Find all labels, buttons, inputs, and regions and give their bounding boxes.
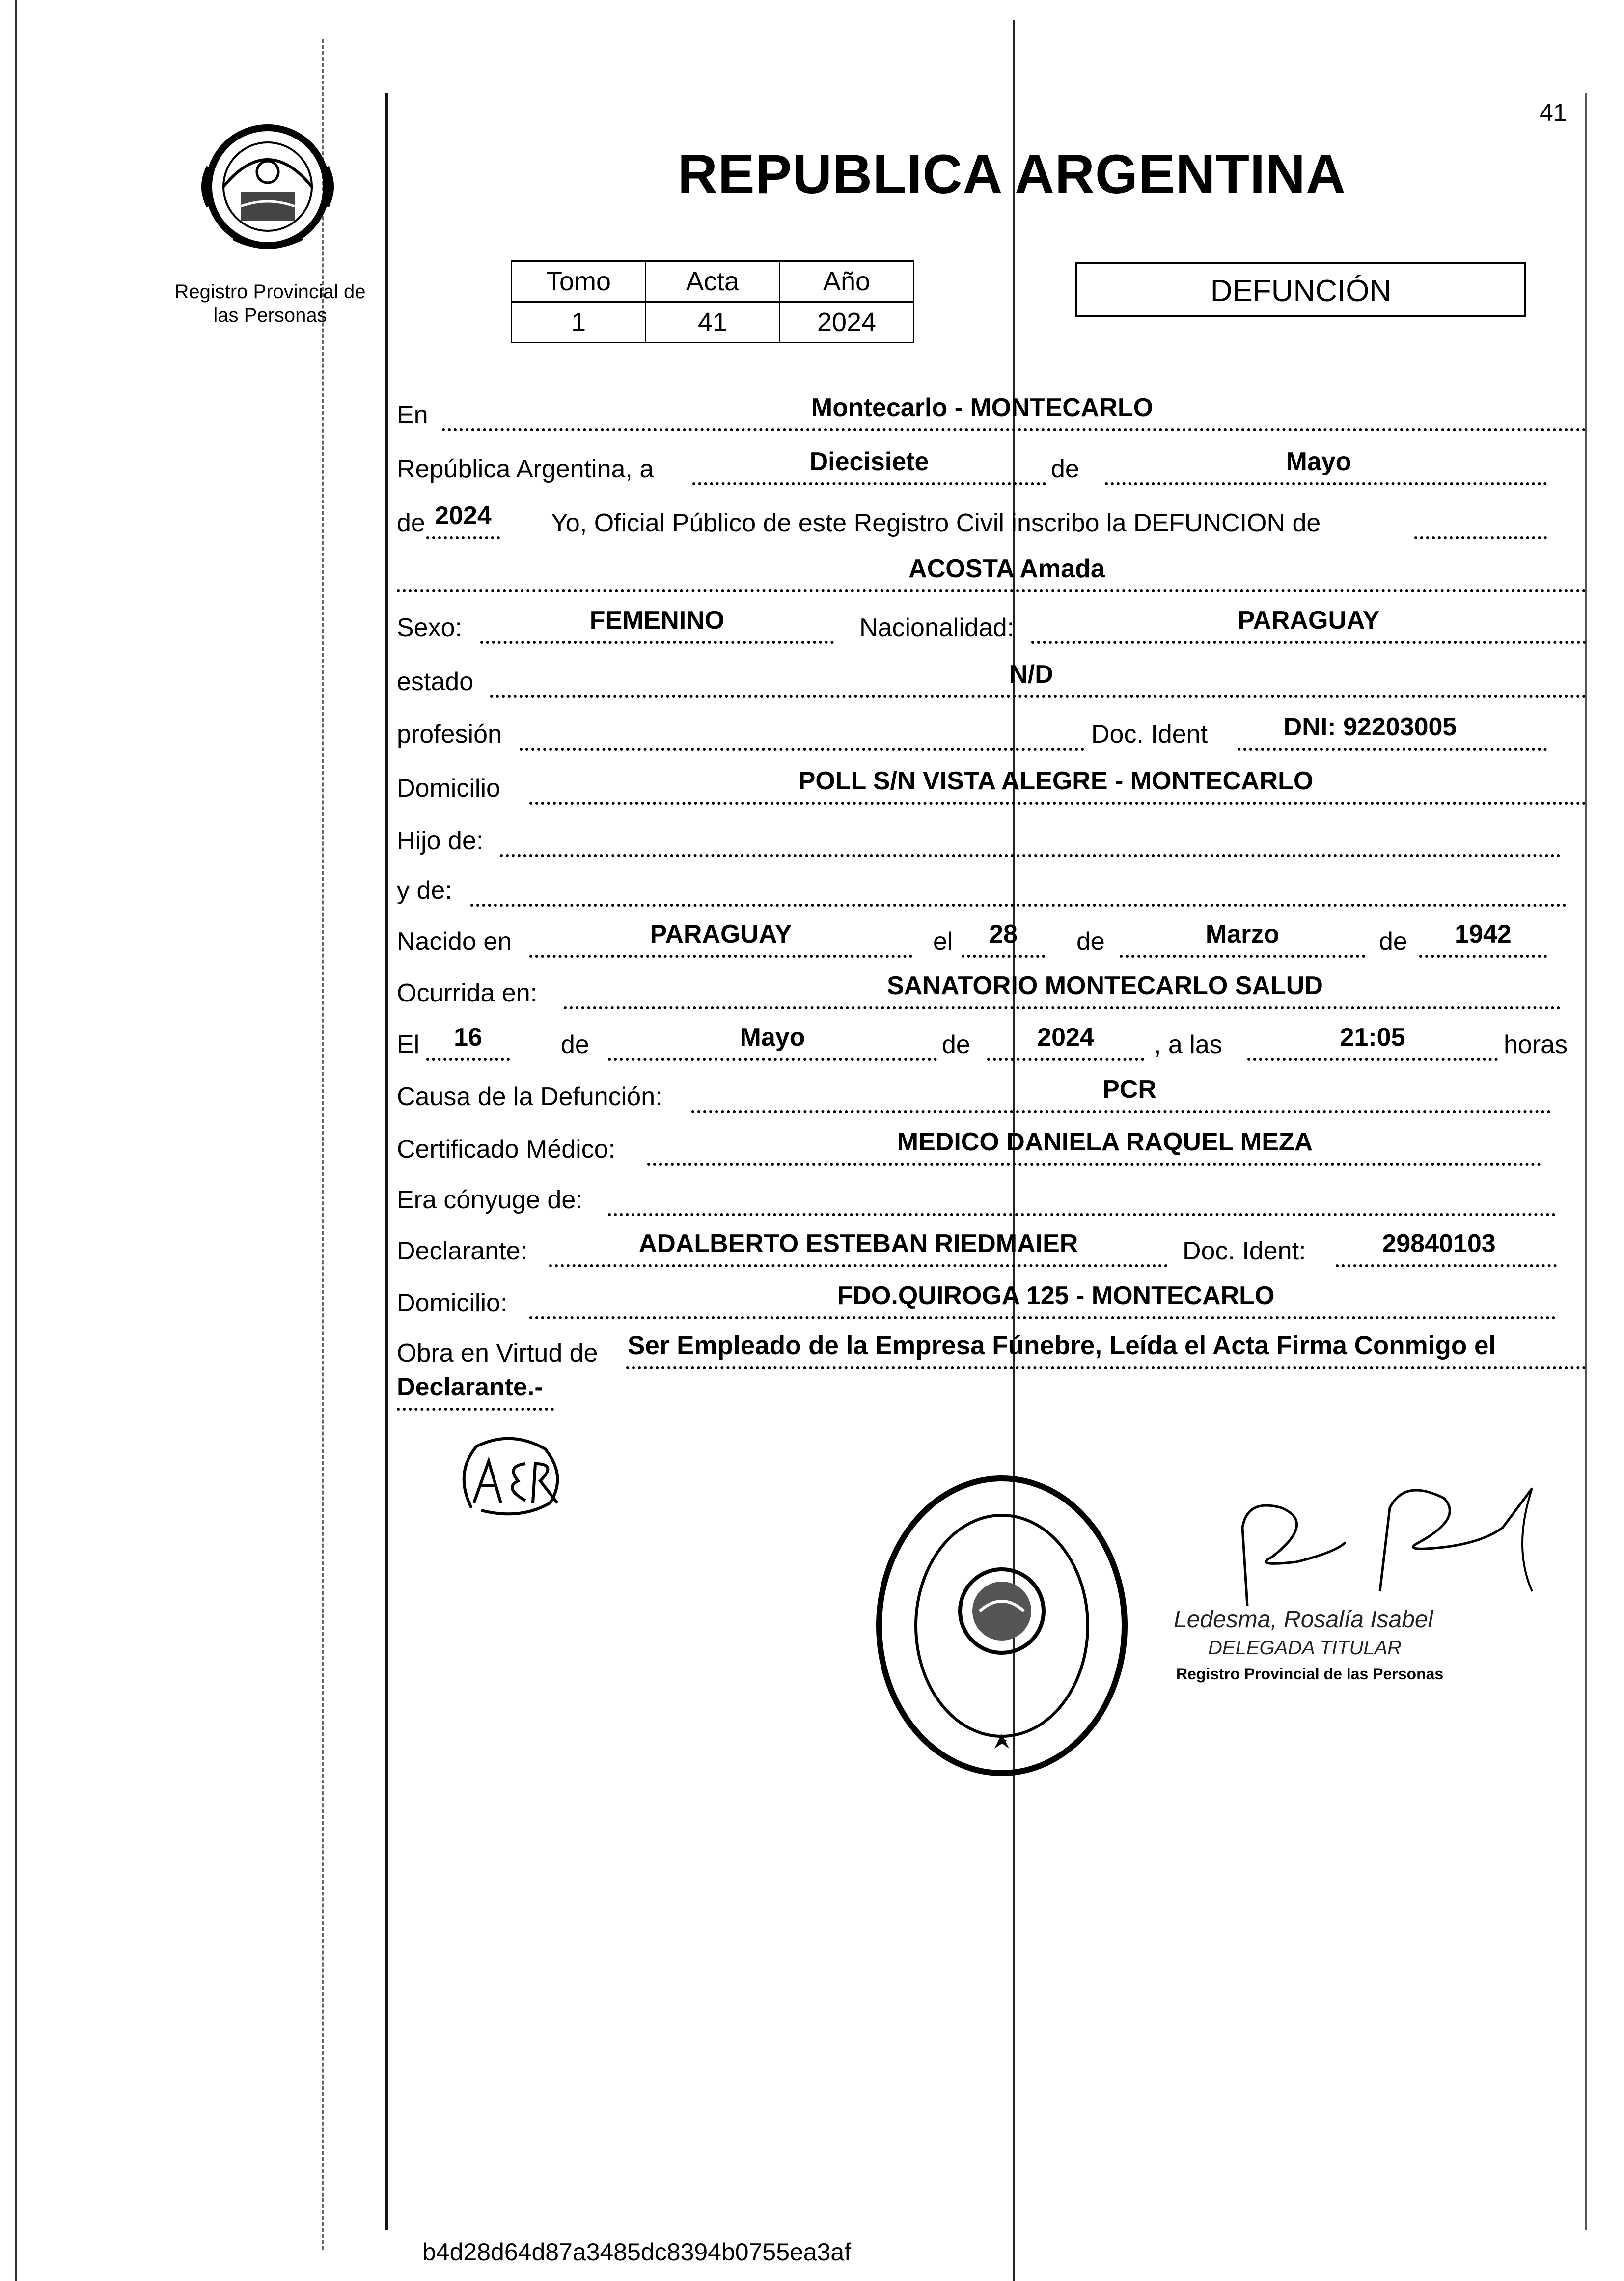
dots-estado bbox=[490, 695, 1586, 698]
dots-domicilio bbox=[529, 802, 1586, 805]
label-domicilio: Domicilio bbox=[397, 774, 500, 803]
label-ocurrida-en: Ocurrida en: bbox=[397, 979, 538, 1007]
dots-y-de bbox=[470, 904, 1567, 907]
label-obra: Obra en Virtud de bbox=[397, 1339, 598, 1367]
label-domicilio2: Domicilio: bbox=[397, 1289, 508, 1317]
value-def-anio: 2024 bbox=[1037, 1023, 1094, 1052]
official-registry: Registro Provincial de las Personas bbox=[1176, 1665, 1444, 1683]
acta-table bbox=[511, 260, 914, 343]
value-nac-mes: Marzo bbox=[1205, 920, 1280, 948]
value-obra-1: Ser Empleado de la Empresa Fúnebre, Leída el Acta Firma Conmigo el bbox=[628, 1331, 1496, 1360]
official-name: Ledesma, Rosalía Isabel bbox=[1174, 1607, 1433, 1633]
dots-doc-ident bbox=[1238, 748, 1547, 751]
value-mes: Mayo bbox=[1286, 447, 1351, 476]
label-hijo-de: Hijo de: bbox=[397, 827, 484, 855]
dots-lugar bbox=[442, 428, 1586, 431]
page-title: REPUBLICA ARGENTINA bbox=[678, 143, 1346, 205]
value-sexo: FEMENINO bbox=[589, 606, 725, 635]
label-el-cap: El bbox=[397, 1030, 420, 1059]
tomo-value: 1 bbox=[512, 302, 646, 343]
declarant-initials bbox=[452, 1434, 570, 1518]
dots-nacionalidad bbox=[1031, 641, 1586, 644]
value-def-mes: Mayo bbox=[740, 1023, 805, 1052]
value-nac-dia: 28 bbox=[989, 920, 1018, 948]
label-de-def-anio: de bbox=[942, 1030, 970, 1059]
dots-def-anio bbox=[987, 1058, 1144, 1061]
dots-def-mes bbox=[608, 1058, 937, 1061]
value-certificado: MEDICO DANIELA RAQUEL MEZA bbox=[897, 1128, 1313, 1156]
label-profesion: profesión bbox=[397, 720, 502, 749]
inner-margin-line bbox=[385, 93, 388, 2230]
delegation-stamp bbox=[869, 1469, 1134, 1783]
label-conyuge: Era cónyuge de: bbox=[397, 1186, 583, 1214]
dots-def-hora bbox=[1247, 1058, 1498, 1061]
dots-obra-1 bbox=[626, 1366, 1586, 1369]
acta-value: 41 bbox=[646, 302, 780, 343]
value-lugar: Montecarlo - MONTECARLO bbox=[811, 393, 1154, 422]
dots-nac-dia bbox=[962, 955, 1045, 958]
label-a-las: , a las bbox=[1154, 1030, 1222, 1059]
label-doc-ident2: Doc. Ident: bbox=[1183, 1237, 1306, 1265]
label-causa: Causa de la Defunción: bbox=[397, 1083, 662, 1111]
dots-profesion bbox=[520, 748, 1084, 751]
label-el: el bbox=[933, 927, 953, 956]
label-estado: estado bbox=[397, 668, 474, 696]
value-declarante: ADALBERTO ESTEBAN RIEDMAIER bbox=[638, 1229, 1078, 1258]
value-declarante-domicilio: FDO.QUIROGA 125 - MONTECARLO bbox=[837, 1281, 1275, 1310]
value-nac-anio: 1942 bbox=[1455, 920, 1512, 948]
document-hash: b4d28d64d87a3485dc8394b0755ea3af bbox=[422, 2238, 852, 2266]
label-de-nac-anio: de bbox=[1379, 927, 1407, 956]
dots-ocurrida-en bbox=[564, 1006, 1561, 1009]
dots-conyuge bbox=[608, 1213, 1556, 1216]
dots-def-dia bbox=[426, 1058, 510, 1061]
dots-nombre bbox=[397, 589, 1586, 592]
value-doc-ident: DNI: 92203005 bbox=[1283, 713, 1457, 741]
label-sexo: Sexo: bbox=[397, 613, 462, 642]
label-de-nac-mes: de bbox=[1076, 927, 1105, 956]
dots-yo-end bbox=[1414, 536, 1547, 539]
label-de-anio: de bbox=[397, 509, 425, 537]
label-nacido-en: Nacido en bbox=[397, 927, 512, 956]
dots-obra-2 bbox=[397, 1408, 554, 1411]
dots-dia bbox=[692, 482, 1046, 485]
label-y-de: y de: bbox=[397, 876, 452, 905]
right-margin-line bbox=[1585, 93, 1587, 2230]
value-ocurrida-en: SANATORIO MONTECARLO SALUD bbox=[887, 972, 1323, 1000]
label-republica: República Argentina, a bbox=[397, 455, 654, 483]
label-de-def-mes: de bbox=[561, 1030, 589, 1059]
provincial-seal bbox=[194, 113, 341, 260]
dashed-guide bbox=[322, 39, 324, 2250]
value-causa: PCR bbox=[1102, 1075, 1156, 1104]
label-certificado: Certificado Médico: bbox=[397, 1135, 616, 1164]
dots-declarante bbox=[549, 1264, 1168, 1267]
anio-value: 2024 bbox=[780, 302, 914, 343]
label-declarante: Declarante: bbox=[397, 1237, 527, 1265]
label-yo-oficial: Yo, Oficial Público de este Registro Civil inscribo la DEFUNCION de bbox=[551, 509, 1321, 537]
label-de-mes: de bbox=[1051, 455, 1079, 483]
dots-declarante-doc bbox=[1336, 1264, 1557, 1267]
value-dia: Diecisiete bbox=[809, 447, 929, 476]
value-estado: N/D bbox=[1009, 660, 1053, 689]
left-margin-line bbox=[15, 0, 17, 2281]
value-declarante-doc: 29840103 bbox=[1382, 1229, 1496, 1258]
page-number: 41 bbox=[1540, 99, 1567, 126]
value-def-hora: 21:05 bbox=[1340, 1023, 1405, 1052]
dots-certificado bbox=[647, 1163, 1541, 1166]
official-signature bbox=[1188, 1469, 1571, 1616]
dots-anio bbox=[426, 536, 500, 539]
tomo-header: Tomo bbox=[512, 261, 646, 302]
record-type-box: DEFUNCIÓN bbox=[1075, 262, 1526, 317]
dots-nac-anio bbox=[1419, 955, 1547, 958]
value-anio: 2024 bbox=[435, 501, 492, 530]
label-doc-ident: Doc. Ident bbox=[1091, 720, 1208, 749]
dots-mes bbox=[1105, 482, 1547, 485]
dots-sexo bbox=[480, 641, 834, 644]
registry-caption: Registro Provincial de las Personas bbox=[174, 281, 366, 326]
anio-header: Año bbox=[780, 261, 914, 302]
label-en: En bbox=[397, 401, 428, 429]
value-def-dia: 16 bbox=[454, 1023, 482, 1052]
acta-header: Acta bbox=[646, 261, 780, 302]
dots-declarante-domicilio bbox=[529, 1316, 1556, 1319]
dots-hijo-de bbox=[500, 854, 1561, 857]
label-horas: horas bbox=[1504, 1030, 1568, 1059]
value-obra-2: Declarante.- bbox=[397, 1373, 543, 1401]
dots-nac-mes bbox=[1120, 955, 1365, 958]
dots-causa bbox=[691, 1110, 1551, 1113]
value-nombre: ACOSTA Amada bbox=[908, 555, 1105, 583]
value-nacido-en: PARAGUAY bbox=[650, 920, 792, 948]
value-nacionalidad: PARAGUAY bbox=[1238, 606, 1380, 635]
dots-nacido-en bbox=[529, 955, 912, 958]
official-role: DELEGADA TITULAR bbox=[1208, 1637, 1402, 1659]
label-nacionalidad: Nacionalidad: bbox=[859, 613, 1015, 642]
value-domicilio: POLL S/N VISTA ALEGRE - MONTECARLO bbox=[798, 767, 1314, 795]
